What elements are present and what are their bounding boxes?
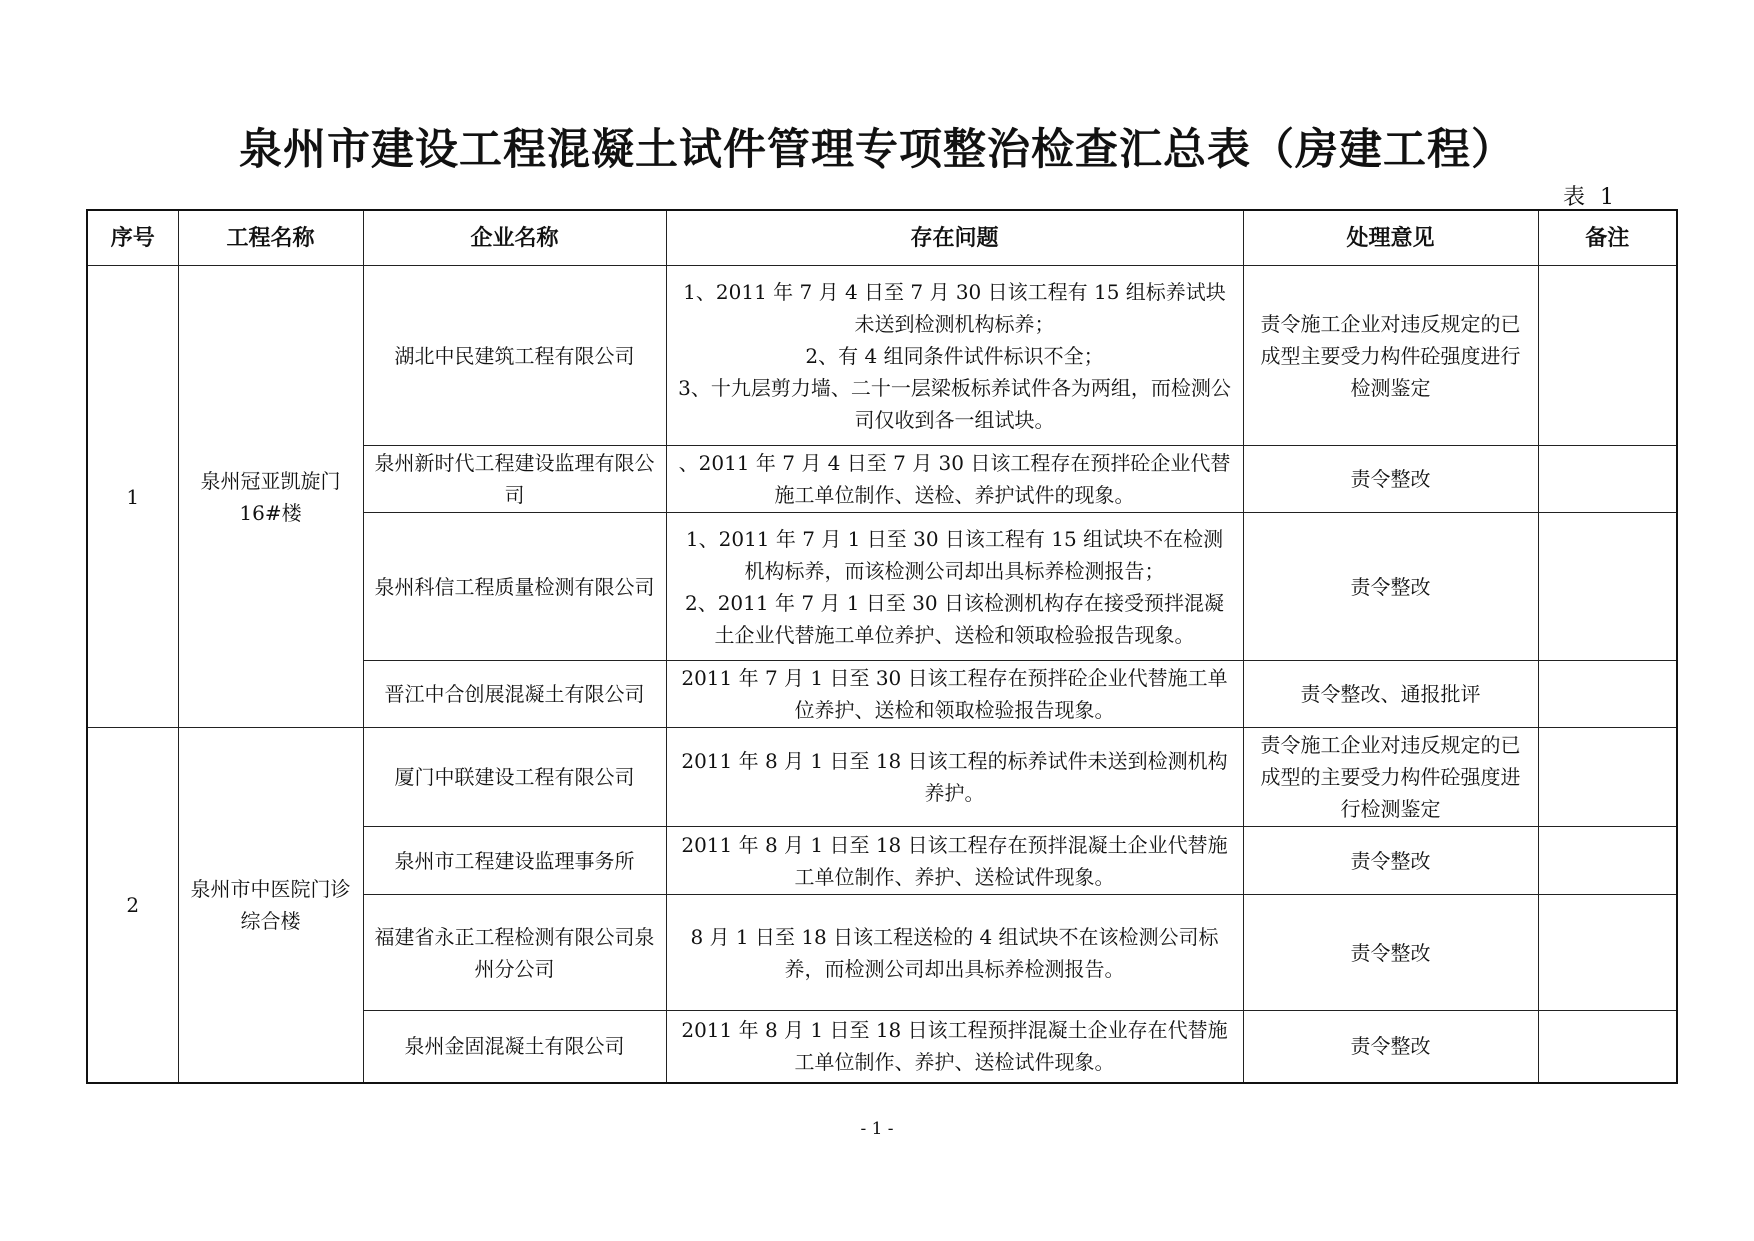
opinion-cell: 责令整改 bbox=[1243, 1011, 1538, 1083]
issues-cell bbox=[666, 513, 1243, 661]
company-cell: 厦门中联建设工程有限公司 bbox=[363, 728, 666, 827]
company-cell: 泉州市工程建设监理事务所 bbox=[363, 827, 666, 895]
opinion-cell: 责令施工企业对违反规定的已成型主要受力构件砼强度进行检测鉴定 bbox=[1243, 266, 1538, 446]
issues-cell bbox=[666, 827, 1243, 895]
opinion-cell: 责令整改、通报批评 bbox=[1243, 661, 1538, 728]
company-cell: 泉州科信工程质量检测有限公司 bbox=[363, 513, 666, 661]
company-cell: 湖北中民建筑工程有限公司 bbox=[363, 266, 666, 446]
header-opinion: 处理意见 bbox=[1243, 210, 1538, 266]
issue-line: 1、2011 年 7 月 1 日至 30 日该工程有 15 组试块不在检测机构标养，而该检测公司却出具标养检测报告； bbox=[685, 526, 1224, 583]
company-cell: 泉州新时代工程建设监理有限公司 bbox=[363, 446, 666, 513]
remarks-cell bbox=[1538, 1011, 1677, 1083]
remarks-cell bbox=[1538, 446, 1677, 513]
issue-line: 3、十九层剪力墙、二十一层梁板标养试件各为两组，而检测公司仅收到各一组试块。 bbox=[678, 375, 1231, 432]
issue-line: 2011 年 8 月 1 日至 18 日该工程预拌混凝土企业存在代替施工单位制作、养护、送检试件现象。 bbox=[681, 1018, 1228, 1075]
opinion-cell: 责令整改 bbox=[1243, 446, 1538, 513]
issue-line: 2011 年 8 月 1 日至 18 日该工程存在预拌混凝土企业代替施工单位制作、养护、送检试件现象。 bbox=[681, 832, 1228, 889]
remarks-cell bbox=[1538, 513, 1677, 661]
opinion-cell: 责令整改 bbox=[1243, 513, 1538, 661]
document-title: 泉州市建设工程混凝土试件管理专项整治检查汇总表（房建工程） bbox=[239, 125, 1515, 175]
header-company: 企业名称 bbox=[363, 210, 666, 266]
inspection-summary-table bbox=[86, 209, 1678, 1084]
header-seq: 序号 bbox=[87, 210, 178, 266]
table-header-row bbox=[87, 210, 1677, 266]
opinion-cell: 责令整改 bbox=[1243, 827, 1538, 895]
header-issues: 存在问题 bbox=[666, 210, 1243, 266]
project-name-cell: 泉州市中医院门诊综合楼 bbox=[178, 728, 363, 1083]
issues-cell bbox=[666, 446, 1243, 513]
issues-cell bbox=[666, 266, 1243, 446]
remarks-cell bbox=[1538, 728, 1677, 827]
table-row bbox=[87, 728, 1677, 827]
issues-cell bbox=[666, 895, 1243, 1011]
opinion-cell: 责令整改 bbox=[1243, 895, 1538, 1011]
opinion-cell: 责令施工企业对违反规定的已成型的主要受力构件砼强度进行检测鉴定 bbox=[1243, 728, 1538, 827]
company-cell: 泉州金固混凝土有限公司 bbox=[363, 1011, 666, 1083]
issues-cell bbox=[666, 728, 1243, 827]
company-cell: 福建省永正工程检测有限公司泉州分公司 bbox=[363, 895, 666, 1011]
remarks-cell bbox=[1538, 266, 1677, 446]
header-remarks: 备注 bbox=[1538, 210, 1677, 266]
issue-line: 2011 年 8 月 1 日至 18 日该工程的标养试件未送到检测机构养护。 bbox=[681, 749, 1228, 805]
seq-cell: 1 bbox=[87, 266, 178, 728]
remarks-cell bbox=[1538, 895, 1677, 1011]
issue-line: 2、有 4 组同条件试件标识不全； bbox=[805, 343, 1104, 368]
company-cell: 晋江中合创展混凝土有限公司 bbox=[363, 661, 666, 728]
issue-line: 2011 年 7 月 1 日至 30 日该工程存在预拌砼企业代替施工单位养护、送检和领取检验报告现象。 bbox=[681, 666, 1228, 722]
issues-cell bbox=[666, 661, 1243, 728]
issues-cell bbox=[666, 1011, 1243, 1083]
issue-line: 2、2011 年 7 月 1 日至 30 日该检测机构存在接受预拌混凝土企业代替施工单位养护、送检和领取检验报告现象。 bbox=[684, 590, 1225, 647]
issue-line: 1、2011 年 7 月 4 日至 7 月 30 日该工程有 15 组标养试块未送到检测机构标养； bbox=[683, 279, 1226, 336]
seq-cell: 2 bbox=[87, 728, 178, 1083]
table-row bbox=[87, 266, 1677, 446]
issue-line: 8 月 1 日至 18 日该工程送检的 4 组试块不在该检测公司标养，而检测公司却出具标养检测报告。 bbox=[690, 924, 1219, 981]
table-number: 表 1 bbox=[1563, 185, 1618, 210]
project-name-cell: 泉州冠亚凯旋门16#楼 bbox=[178, 266, 363, 728]
header-project: 工程名称 bbox=[178, 210, 363, 266]
issue-line: 、2011 年 7 月 4 日至 7 月 30 日该工程存在预拌砼企业代替施工单位制作、送检、养护试件的现象。 bbox=[678, 451, 1231, 507]
page-number: - 1 - bbox=[860, 1119, 894, 1139]
remarks-cell bbox=[1538, 827, 1677, 895]
remarks-cell bbox=[1538, 661, 1677, 728]
